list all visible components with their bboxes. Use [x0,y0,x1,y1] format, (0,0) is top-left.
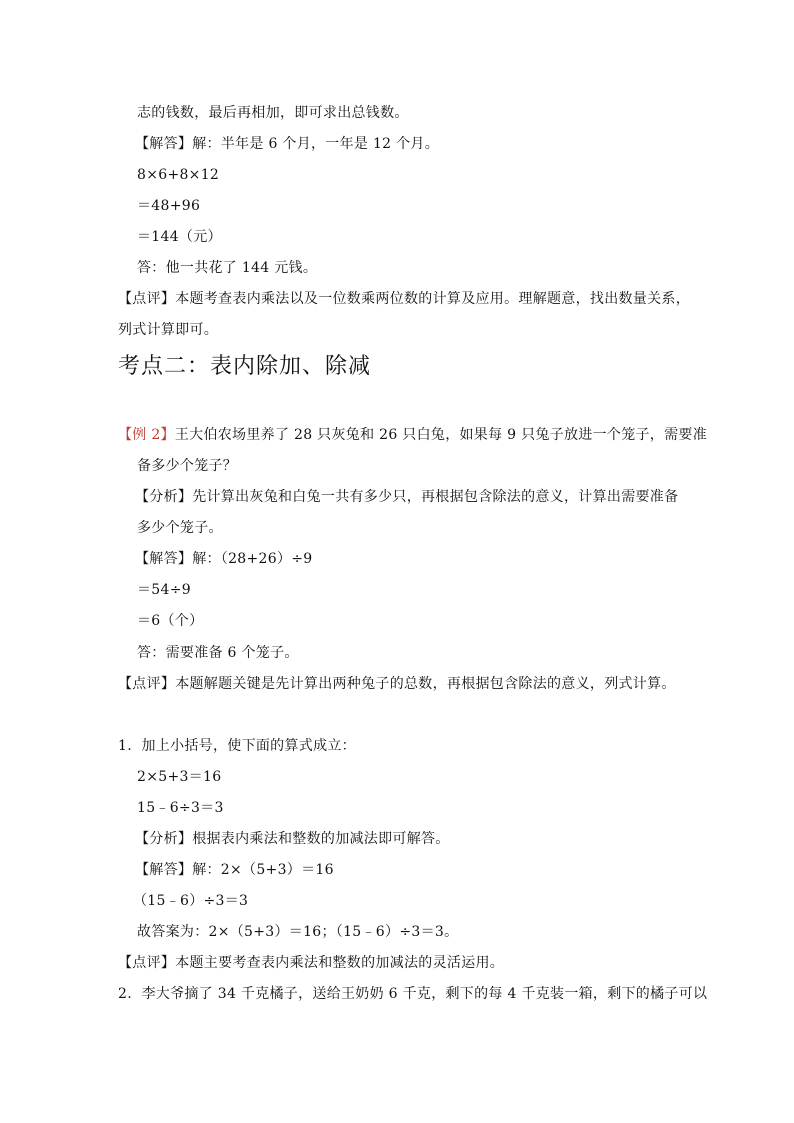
analysis-text: 根据表内乘法和整数的加减法即可解答。 [192,831,450,847]
analysis-text: 先计算出灰兔和白兔一共有多少只，再根据包含除法的意义，计算出需要准备 [192,489,679,505]
question-line [118,736,356,756]
analysis-line [135,487,678,507]
analysis-tag: 【分析】 [135,831,193,847]
question-text: 加上小括号，使下面的算式成立： [141,738,356,754]
answer-tag: 【解答】 [135,551,193,567]
example-tag: 【例 2】 [118,427,175,443]
comment-continuation: 列式计算即可。 [118,322,219,338]
comment-line [118,289,690,309]
reply-line: 答：他一共花了 144 元钱。 [137,260,318,276]
final-answer: 故答案为：2×（5+3）＝16；（15﹣6）÷3＝3。 [137,924,459,940]
answer-line [135,134,439,154]
question-text: 李大爷摘了 34 千克橘子，送给王奶奶 6 千克，剩下的每 4 千克装一箱，剩下的橘子可以 [141,986,708,1002]
comment-tag: 【点评】 [118,291,176,307]
comment-line [118,674,676,694]
comment-text: 本题主要考查表内乘法和整数的加减法的灵活运用。 [175,955,505,971]
calc-line: 8×6+8×12 [137,167,220,183]
calc-line: ＝144（元） [137,229,222,245]
analysis-continuation: 多少个笼子。 [137,520,223,536]
example-question-text: 王大伯农场里养了 28 只灰兔和 26 只白兔，如果每 9 只兔子放进一个笼子，需要准 [174,427,707,443]
example-question-continuation: 备多少个笼子？ [137,458,238,474]
analysis-line [135,829,450,849]
answer-text: 解：（28+26）÷9 [192,551,313,567]
equation-line: 15﹣6÷3＝3 [137,800,224,816]
calc-line: ＝6（个） [137,613,204,629]
answer-continuation: （15﹣6）÷3＝3 [133,893,249,909]
answer-line [135,860,334,880]
answer-tag: 【解答】 [135,136,193,152]
section-title: 考点二：表内除加、除减 [118,354,372,379]
comment-text: 本题考查表内乘法以及一位数乘两位数的计算及应用。理解题意，找出数量关系， [175,291,691,307]
analysis-tail: 志的钱数，最后再相加，即可求出总钱数。 [137,105,409,121]
comment-line [118,953,504,973]
question-number: 1. [118,738,132,754]
question-line [118,984,707,1004]
example-question [118,425,707,445]
calc-line: ＝48+96 [137,198,201,214]
reply-line: 答：需要准备 6 个笼子。 [137,645,299,661]
answer-text: 解：半年是 6 个月，一年是 12 个月。 [192,136,440,152]
answer-tag: 【解答】 [135,862,193,878]
comment-text: 本题解题关键是先计算出两种兔子的总数，再根据包含除法的意义，列式计算。 [175,676,676,692]
answer-text: 解：2×（5+3）＝16 [192,862,334,878]
answer-line [135,549,313,569]
calc-line: ＝54÷9 [137,582,191,598]
equation-line: 2×5+3＝16 [137,769,222,785]
question-number: 2. [118,986,132,1002]
analysis-tag: 【分析】 [135,489,193,505]
comment-tag: 【点评】 [118,676,176,692]
comment-tag: 【点评】 [118,955,176,971]
